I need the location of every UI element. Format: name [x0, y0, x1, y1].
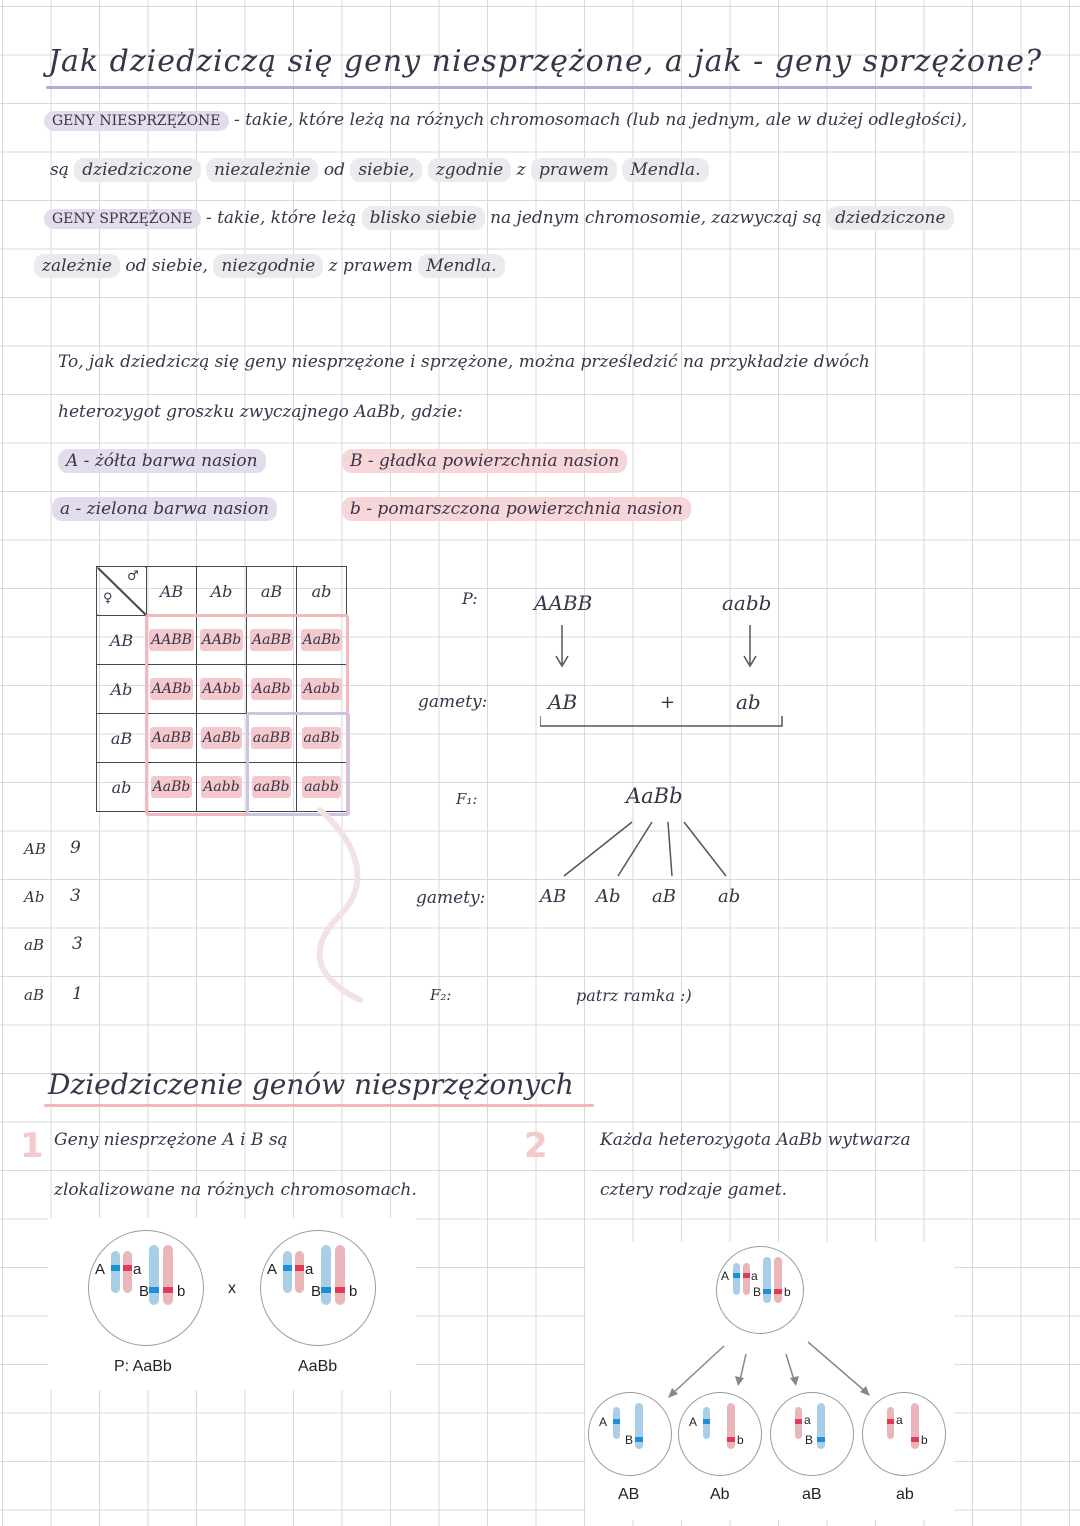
- intro-line2: heterozygot groszku zwyczajnego AaBb, gdzie:: [58, 402, 463, 422]
- band-pink: [335, 1287, 345, 1293]
- section-title: Dziedziczenie genów niesprzężonych: [48, 1068, 574, 1101]
- genotype: aaBb: [302, 727, 342, 749]
- parent1-genotype: AABB: [534, 591, 593, 615]
- genotype: Aabb: [301, 678, 341, 700]
- parent2-cell: [260, 1230, 376, 1346]
- f1-genotype: AaBb: [626, 784, 683, 808]
- genotype: AaBB: [250, 629, 293, 651]
- def2-hl: dziedziczone: [827, 206, 953, 230]
- genotype: AaBb: [251, 678, 293, 700]
- allele-label: A: [599, 1415, 608, 1429]
- cross-symbol: x: [228, 1280, 236, 1297]
- gamete-cell-ab: [862, 1392, 946, 1476]
- band-pink: [295, 1265, 304, 1271]
- ratio-label: aB: [24, 936, 44, 954]
- figure-gametes: [586, 1242, 954, 1520]
- def2-hl: blisko siebie: [362, 206, 485, 230]
- allele-label: A: [95, 1261, 106, 1278]
- figure-parents: [48, 1218, 416, 1390]
- chromosome-pink: [727, 1403, 735, 1449]
- page-title: Jak dziedziczą się geny niesprzężone, a jak - geny sprzężone?: [48, 44, 1043, 79]
- gamete-cell-aB: [770, 1392, 854, 1476]
- punnett-cell: [247, 714, 297, 763]
- gamete-cell-AB: [588, 1392, 672, 1476]
- ratio-label: Ab: [24, 888, 45, 906]
- punnett-cell: [297, 714, 347, 763]
- ratio-value: 9: [70, 838, 81, 858]
- allele-label: b: [349, 1283, 358, 1300]
- chromosome-blue: [111, 1251, 120, 1293]
- punnett-col-header: aB: [247, 567, 297, 616]
- step2-line1: Każda heterozygota AaBb wytwarza: [600, 1130, 911, 1150]
- term-linked: GENY SPRZĘŻONE: [44, 209, 201, 229]
- def2-hl: niezgodnie: [213, 254, 323, 278]
- gamete-2: ab: [736, 690, 761, 714]
- punnett-cell: [147, 714, 197, 763]
- f1-gamete: Ab: [596, 886, 621, 907]
- step-number-2: 2: [524, 1126, 548, 1166]
- definition-linked-line2: [34, 256, 505, 276]
- band-pink: [727, 1437, 735, 1442]
- section-title-underline: [44, 1104, 594, 1107]
- ratio-label: aB: [24, 986, 44, 1004]
- allele-a-text: a - zielona barwa nasion: [52, 497, 277, 521]
- allele-label: B: [753, 1285, 762, 1299]
- allele-label: b: [737, 1433, 744, 1447]
- genotype: aaBB: [251, 727, 292, 749]
- allele-label: a: [804, 1413, 811, 1427]
- allele-label: A: [721, 1269, 730, 1283]
- def1-hl: prawem: [531, 158, 617, 182]
- genotype: AaBb: [301, 629, 343, 651]
- f1-gamete-lines: [560, 816, 760, 880]
- genotype: AABb: [200, 629, 243, 651]
- def1-hl: dziedziczone: [74, 158, 200, 182]
- plus-sign: +: [660, 692, 676, 713]
- genotype: AaBB: [150, 727, 193, 749]
- chromosome-pink: [335, 1245, 345, 1305]
- ratio-label: AB: [24, 840, 46, 858]
- chromosome-pink: [123, 1251, 132, 1293]
- chromosome-blue: [321, 1245, 331, 1305]
- allele-label: b: [784, 1285, 791, 1299]
- gamety-label: gamety:: [418, 692, 488, 712]
- allele-b-text: b - pomarszczona powierzchnia nasion: [342, 497, 691, 521]
- def2-text: z prawem: [328, 256, 413, 276]
- def2-hl: Mendla.: [418, 254, 504, 278]
- allele-label: b: [921, 1433, 928, 1447]
- punnett-cell: [147, 665, 197, 714]
- def1-hl: siebie,: [350, 158, 422, 182]
- punnett-cell: [197, 763, 247, 812]
- band-blue: [703, 1419, 710, 1424]
- band-blue: [283, 1265, 292, 1271]
- def1-text: od: [323, 160, 345, 180]
- genotype: AABb: [150, 678, 193, 700]
- genotype: AaBb: [151, 776, 193, 798]
- gamete-cell-Ab: [678, 1392, 762, 1476]
- def2-hl: zależnie: [34, 254, 120, 278]
- band-blue: [817, 1437, 825, 1442]
- allele-label: b: [177, 1283, 186, 1300]
- ratio-value: 1: [72, 984, 83, 1004]
- def1-text: są: [50, 160, 69, 180]
- f1-gamete: ab: [718, 886, 741, 907]
- f2-note: patrz ramka :): [576, 986, 692, 1005]
- chromosome-pink: [295, 1251, 304, 1293]
- band-blue: [321, 1287, 331, 1293]
- allele-b-desc: [342, 499, 691, 519]
- band-pink: [887, 1419, 894, 1424]
- allele-label: A: [689, 1415, 698, 1429]
- def2-text: od siebie,: [125, 256, 208, 276]
- def1-line1: - takie, które leżą na różnych chromosomach (lub na jednym, ale w dużej odległości),: [233, 110, 968, 130]
- cross-arrows: [540, 620, 800, 730]
- band-blue: [635, 1437, 643, 1442]
- genotype: AaBb: [201, 727, 243, 749]
- band-blue: [111, 1265, 120, 1271]
- allele-label: B: [311, 1283, 322, 1300]
- gamete-caption: Ab: [710, 1486, 730, 1503]
- allele-label: a: [133, 1261, 142, 1278]
- intro-line1: To, jak dziedziczą się geny niesprzężone i sprzężone, można prześledzić na przykładzie dwóch: [58, 352, 870, 372]
- def1-hl: niezależnie: [206, 158, 318, 182]
- punnett-cell: [297, 616, 347, 665]
- punnett-row-header: ab: [97, 763, 147, 812]
- gamety2-label: gamety:: [416, 888, 486, 908]
- f2-label: F₂:: [430, 986, 452, 1004]
- gamete-1: AB: [548, 690, 578, 714]
- chromosome-blue: [817, 1403, 825, 1449]
- definition-unlinked-line2: [50, 160, 709, 180]
- chromosome-pink: [163, 1245, 173, 1305]
- step2-line2: cztery rodzaje gamet.: [600, 1180, 788, 1200]
- punnett-cell: [197, 665, 247, 714]
- definition-linked: [44, 208, 954, 228]
- def1-hl: Mendla.: [622, 158, 708, 182]
- punnett-row-header: AB: [97, 616, 147, 665]
- band-blue: [613, 1419, 620, 1424]
- allele-A-text: A - żółta barwa nasion: [58, 449, 266, 473]
- punnett-cell: [247, 616, 297, 665]
- punnett-cell: [197, 714, 247, 763]
- genotype: aaBb: [252, 776, 292, 798]
- decorative-curve: [300, 805, 380, 1005]
- parent2-caption: AaBb: [298, 1358, 338, 1375]
- genotype: AAbb: [200, 678, 242, 700]
- band-pink: [911, 1437, 919, 1442]
- band-pink: [123, 1265, 132, 1271]
- allele-A-desc: [58, 451, 266, 471]
- genotype: Aabb: [201, 776, 241, 798]
- allele-label: B: [139, 1283, 150, 1300]
- f1-label: F₁:: [456, 790, 478, 808]
- male-symbol: ♂: [127, 569, 139, 584]
- title-underline: [46, 86, 1032, 89]
- punnett-cell: [197, 616, 247, 665]
- punnett-row-header: aB: [97, 714, 147, 763]
- step1-line2: zlokalizowane na różnych chromosomach.: [54, 1180, 417, 1200]
- band-pink: [163, 1287, 173, 1293]
- f1-gamete: AB: [540, 886, 567, 907]
- p-label: P:: [462, 589, 478, 608]
- female-symbol: ♀: [103, 591, 113, 606]
- chromosome-blue: [635, 1403, 643, 1449]
- allele-label: A: [267, 1261, 278, 1278]
- punnett-cell: [297, 665, 347, 714]
- gamete-caption: aB: [802, 1486, 822, 1503]
- allele-a-desc: [52, 499, 277, 519]
- allele-label: B: [805, 1433, 814, 1447]
- allele-label: a: [305, 1261, 314, 1278]
- punnett-col-header: Ab: [197, 567, 247, 616]
- punnett-col-header: ab: [297, 567, 347, 616]
- punnett-cell: [247, 665, 297, 714]
- parent2-genotype: aabb: [722, 591, 772, 615]
- ratio-value: 3: [70, 886, 81, 906]
- genotype: AABB: [149, 629, 194, 651]
- punnett-cell: [147, 763, 197, 812]
- def2-text: na jednym chromosomie, zazwyczaj są: [490, 208, 822, 228]
- def1-hl: zgodnie: [428, 158, 511, 182]
- allele-label: a: [751, 1269, 758, 1283]
- punnett-col-header: AB: [147, 567, 197, 616]
- def1-text: z: [516, 160, 526, 180]
- punnett-row-header: Ab: [97, 665, 147, 714]
- punnett-cell: [147, 616, 197, 665]
- punnett-corner: [97, 567, 147, 616]
- allele-label: a: [896, 1413, 903, 1427]
- term-unlinked: GENY NIESPRZĘŻONE: [44, 111, 229, 131]
- allele-label: B: [625, 1433, 634, 1447]
- f1-gamete: aB: [652, 886, 676, 907]
- definition-unlinked: [44, 110, 967, 130]
- def2-text: - takie, które leżą: [205, 208, 357, 228]
- step-number-1: 1: [20, 1126, 44, 1166]
- punnett-cell: [247, 763, 297, 812]
- parent1-caption: P: AaBb: [114, 1358, 172, 1375]
- chromosome-pink: [911, 1403, 919, 1449]
- chromosome-blue: [283, 1251, 292, 1293]
- gamete-caption: ab: [896, 1486, 914, 1503]
- chromosome-blue: [149, 1245, 159, 1305]
- allele-B-desc: [342, 451, 627, 471]
- ratio-value: 3: [72, 934, 83, 954]
- band-pink: [795, 1419, 802, 1424]
- step1-line1: Geny niesprzężone A i B są: [54, 1130, 288, 1150]
- allele-B-text: B - gładka powierzchnia nasion: [342, 449, 627, 473]
- parent1-cell: [88, 1230, 204, 1346]
- gamete-caption: AB: [618, 1486, 640, 1503]
- band-blue: [149, 1287, 159, 1293]
- genotype: aabb: [302, 776, 341, 798]
- punnett-square: [96, 566, 347, 812]
